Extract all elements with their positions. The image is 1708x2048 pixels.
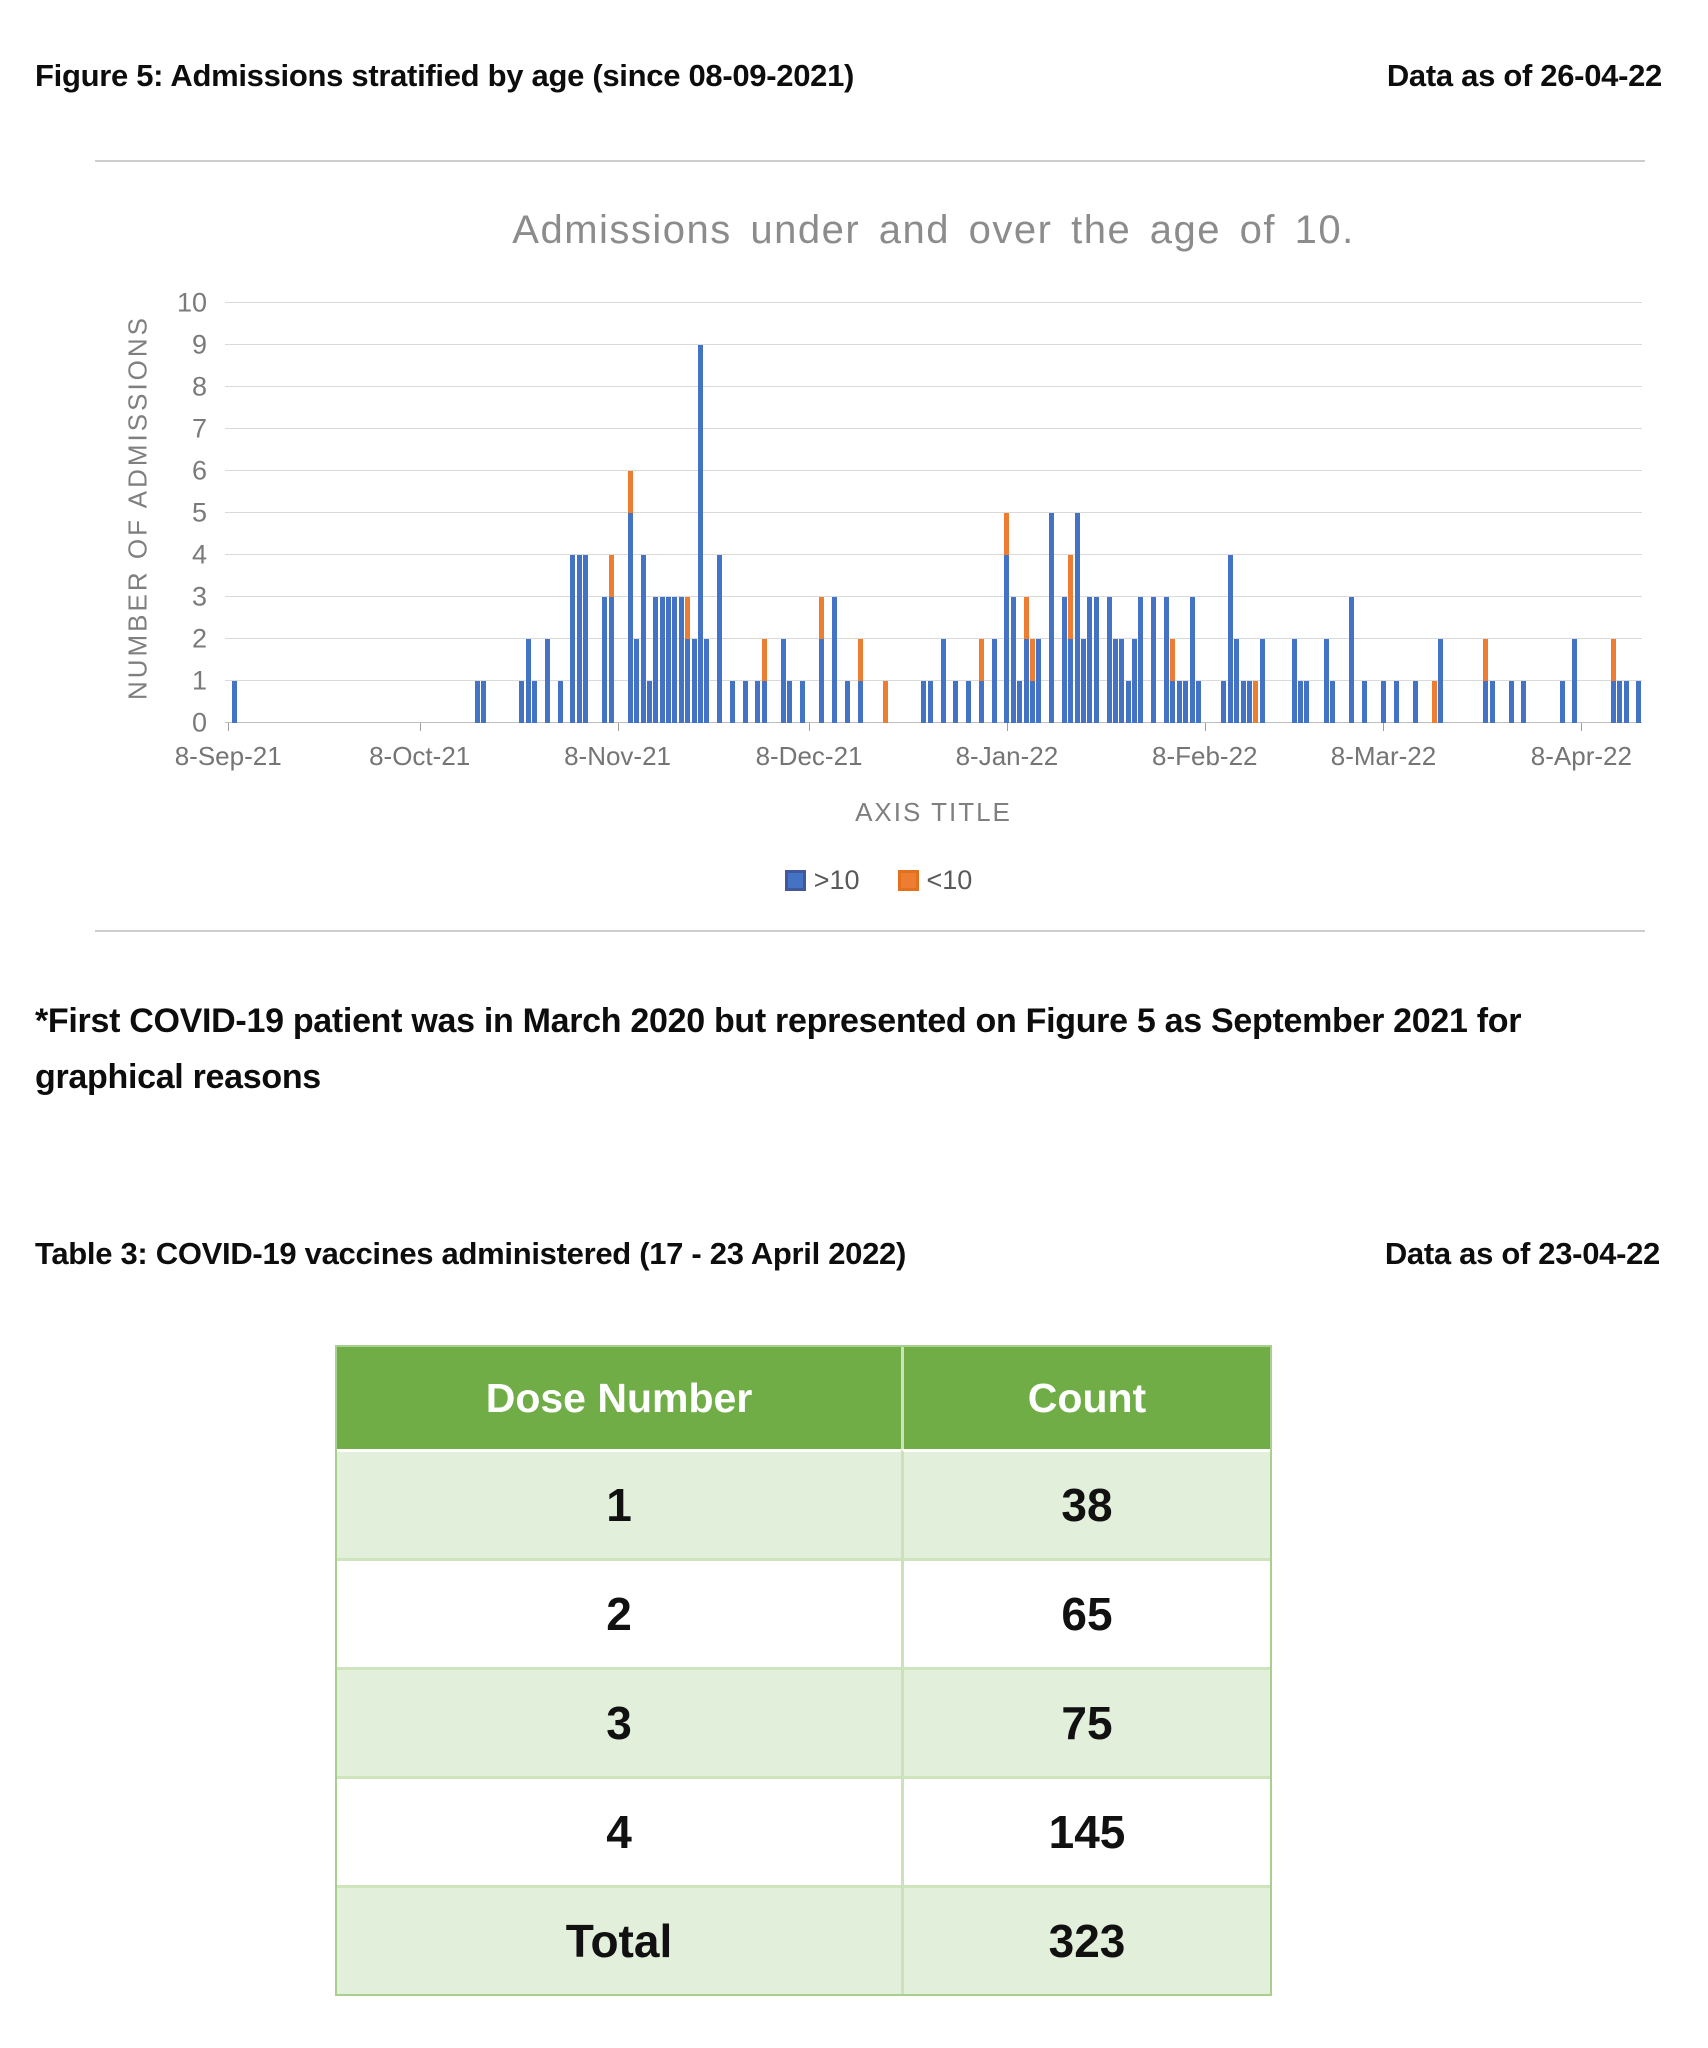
x-tick xyxy=(1581,723,1582,731)
bar-over10-day90 xyxy=(800,681,805,723)
bar-over10-day178 xyxy=(1362,681,1367,723)
bar-over10-day217 xyxy=(1611,681,1616,723)
x-tick-label: 8-Feb-22 xyxy=(1152,741,1258,771)
bar-over10-day72 xyxy=(685,639,690,723)
x-tick-label: 8-Mar-22 xyxy=(1330,741,1437,771)
bar-over10-day109 xyxy=(921,681,926,723)
bar-under10-day99 xyxy=(858,639,863,681)
bar-over10-day110 xyxy=(928,681,933,723)
y-tick-label-6: 6 xyxy=(191,455,207,486)
bar-over10-day64 xyxy=(634,639,639,723)
table-cell: 4 xyxy=(337,1776,901,1885)
bar-under10-day197 xyxy=(1483,639,1488,681)
gridline-y3 xyxy=(225,596,1642,597)
table-header-dose-number: Dose Number xyxy=(337,1347,901,1449)
table-cell: 65 xyxy=(901,1558,1270,1667)
bar-over10-day140 xyxy=(1119,639,1124,723)
table-header-row xyxy=(337,1347,1270,1449)
bar-over10-day136 xyxy=(1094,597,1099,723)
bar-under10-day103 xyxy=(883,681,888,723)
y-tick-label-10: 10 xyxy=(176,287,207,318)
bar-under10-day84 xyxy=(762,639,767,681)
y-tick-label-1: 1 xyxy=(191,665,207,696)
bar-over10-day126 xyxy=(1030,681,1035,723)
bar-under10-day72 xyxy=(685,597,690,639)
bar-over10-day150 xyxy=(1183,681,1188,723)
table-row-total xyxy=(337,1885,1270,1994)
legend-label: >10 xyxy=(813,865,860,895)
gridline-y6 xyxy=(225,470,1642,471)
gridline-y5 xyxy=(225,512,1642,513)
x-tick xyxy=(228,723,229,731)
bar-over10-day145 xyxy=(1151,597,1156,723)
bar-over10-day158 xyxy=(1234,639,1239,723)
table-cell: 2 xyxy=(337,1558,901,1667)
bar-over10-day118 xyxy=(979,681,984,723)
bar-under10-day132 xyxy=(1068,555,1073,639)
vaccine-dose-table-body xyxy=(337,1347,1270,1994)
bar-over10-day151 xyxy=(1190,597,1195,723)
table-header-count: Count xyxy=(901,1347,1270,1449)
bar-over10-day69 xyxy=(666,597,671,723)
bar-over10-day162 xyxy=(1260,639,1265,723)
bar-over10-day67 xyxy=(653,597,658,723)
y-tick-label-8: 8 xyxy=(191,371,207,402)
bar-over10-day172 xyxy=(1324,639,1329,723)
y-tick-label-3: 3 xyxy=(191,581,207,612)
bar-over10-day68 xyxy=(660,597,665,723)
bar-over10-day39 xyxy=(475,681,480,723)
bar-over10-day75 xyxy=(704,639,709,723)
bar-over10-day131 xyxy=(1062,597,1067,723)
gridline-y4 xyxy=(225,554,1642,555)
bar-under10-day125 xyxy=(1024,597,1029,639)
y-tick-label-0: 0 xyxy=(191,707,207,738)
x-tick-label: 8-Sep-21 xyxy=(174,741,282,771)
y-tick-label-2: 2 xyxy=(191,623,207,654)
y-tick-label-4: 4 xyxy=(191,539,207,570)
bar-over10-day97 xyxy=(845,681,850,723)
bar-over10-day63 xyxy=(628,513,633,723)
bar-over10-day141 xyxy=(1126,681,1131,723)
table-caption: Table 3: COVID-19 vaccines administered (17 - 23 April 2022) xyxy=(35,1236,907,1271)
x-tick xyxy=(618,723,619,731)
bar-under10-day93 xyxy=(819,597,824,639)
plot-area xyxy=(174,287,1642,771)
table-cell: 38 xyxy=(901,1449,1270,1558)
bar-over10-day186 xyxy=(1413,681,1418,723)
bar-over10-day87 xyxy=(781,639,786,723)
bar-over10-day55 xyxy=(577,555,582,723)
bar-over10-day149 xyxy=(1177,681,1182,723)
legend-item-over10 xyxy=(785,865,860,896)
table-cell: 145 xyxy=(901,1776,1270,1885)
table-cell: Total xyxy=(337,1885,901,1994)
bar-over10-day112 xyxy=(941,639,946,723)
bar-under10-day161 xyxy=(1253,681,1258,723)
y-axis-title: NUMBER OF ADMISSIONS xyxy=(122,314,153,701)
bar-over10-day47 xyxy=(526,639,531,723)
bar-over10-day81 xyxy=(743,681,748,723)
bar-over10-day93 xyxy=(819,639,824,723)
x-tick xyxy=(1205,723,1206,731)
x-tick xyxy=(809,723,810,731)
bar-over10-day70 xyxy=(672,597,677,723)
bar-over10-day129 xyxy=(1049,513,1054,723)
table-cell: 1 xyxy=(337,1449,901,1558)
x-tick-label: 8-Jan-22 xyxy=(955,741,1059,771)
table-row-3 xyxy=(337,1667,1270,1776)
bar-over10-day169 xyxy=(1304,681,1309,723)
bar-over10-day201 xyxy=(1509,681,1514,723)
bar-over10-day157 xyxy=(1228,555,1233,723)
bar-over10-day46 xyxy=(519,681,524,723)
bar-over10-day124 xyxy=(1017,681,1022,723)
bar-under10-day60 xyxy=(609,555,614,597)
table-cell: 75 xyxy=(901,1667,1270,1776)
bar-over10-day71 xyxy=(679,597,684,723)
legend-swatch-icon xyxy=(898,870,919,891)
bar-over10-day203 xyxy=(1521,681,1526,723)
bar-over10-day65 xyxy=(641,555,646,723)
vaccine-dose-table xyxy=(335,1345,1272,1996)
bar-over10-day127 xyxy=(1036,639,1041,723)
x-tick xyxy=(420,723,421,731)
bar-over10-day114 xyxy=(953,681,958,723)
bar-over10-day167 xyxy=(1292,639,1297,723)
y-tick-label-7: 7 xyxy=(191,413,207,444)
gridline-y1 xyxy=(225,680,1642,681)
bar-over10-day219 xyxy=(1624,681,1629,723)
bar-over10-day133 xyxy=(1075,513,1080,723)
bar-over10-day73 xyxy=(692,639,697,723)
footnote-line-1: *First COVID-19 patient was in March 2020 but represented on Figure 5 as September 2021 for xyxy=(35,1002,1522,1040)
chart-bottom-border xyxy=(95,930,1645,932)
gridline-y9 xyxy=(225,344,1642,345)
bar-over10-day176 xyxy=(1349,597,1354,723)
x-tick xyxy=(1007,723,1008,731)
x-tick-label: 8-Dec-21 xyxy=(755,741,863,771)
bar-over10-day152 xyxy=(1196,681,1201,723)
bar-over10-day209 xyxy=(1560,681,1565,723)
bar-over10-day59 xyxy=(602,597,607,723)
x-tick xyxy=(1383,723,1384,731)
bar-over10-day77 xyxy=(717,555,722,723)
figure-caption: Figure 5: Admissions stratified by age (since 08-09-2021) xyxy=(35,58,855,93)
bar-over10-day198 xyxy=(1490,681,1495,723)
footnote-line-2: graphical reasons xyxy=(35,1058,321,1096)
bar-over10-day143 xyxy=(1138,597,1143,723)
bar-over10-day147 xyxy=(1164,597,1169,723)
x-tick-label: 8-Apr-22 xyxy=(1530,741,1632,771)
gridline-y7 xyxy=(225,428,1642,429)
table-row-2 xyxy=(337,1558,1270,1667)
bar-over10-day125 xyxy=(1024,639,1029,723)
admissions-chart xyxy=(0,160,1708,932)
bar-over10-day99 xyxy=(858,681,863,723)
figure-data-as-of: Data as of 26-04-22 xyxy=(1386,58,1662,93)
bar-over10-day132 xyxy=(1068,639,1073,723)
bar-over10-day54 xyxy=(570,555,575,723)
bar-over10-day197 xyxy=(1483,681,1488,723)
bar-over10-day211 xyxy=(1572,639,1577,723)
bar-under10-day148 xyxy=(1170,639,1175,681)
bar-under10-day126 xyxy=(1030,639,1035,681)
bar-over10-day123 xyxy=(1011,597,1016,723)
chart-title: Admissions under and over the age of 10. xyxy=(512,208,1355,252)
x-tick-label: 8-Oct-21 xyxy=(369,741,471,771)
table-cell: 3 xyxy=(337,1667,901,1776)
x-axis-title: AXIS TITLE xyxy=(855,797,1012,827)
bar-over10-day95 xyxy=(832,597,837,723)
gridline-y2 xyxy=(225,638,1642,639)
y-tick-label-5: 5 xyxy=(191,497,207,528)
legend-swatch-icon xyxy=(785,870,806,891)
table-data-as-of: Data as of 23-04-22 xyxy=(1384,1236,1660,1271)
bar-over10-day48 xyxy=(532,681,537,723)
table-row-1 xyxy=(337,1449,1270,1558)
bar-over10-day116 xyxy=(966,681,971,723)
bar-over10-day218 xyxy=(1617,681,1622,723)
bar-under10-day122 xyxy=(1004,513,1009,555)
bar-over10-day190 xyxy=(1438,639,1443,723)
bar-over10-day142 xyxy=(1132,639,1137,723)
legend-label: <10 xyxy=(926,865,973,895)
bar-over10-day88 xyxy=(787,681,792,723)
bar-over10-day74 xyxy=(698,345,703,723)
bar-over10-day135 xyxy=(1087,597,1092,723)
gridline-y0 xyxy=(225,722,1642,723)
legend-item-under10 xyxy=(898,865,973,896)
bar-over10-day40 xyxy=(481,681,486,723)
bar-under10-day217 xyxy=(1611,639,1616,681)
bar-over10-day181 xyxy=(1381,681,1386,723)
bar-over10-day156 xyxy=(1221,681,1226,723)
bar-over10-day84 xyxy=(762,681,767,723)
bar-over10-day148 xyxy=(1170,681,1175,723)
x-tick-label: 8-Nov-21 xyxy=(564,741,672,771)
bar-over10-day1 xyxy=(232,681,237,723)
bar-over10-day66 xyxy=(647,681,652,723)
bar-over10-day221 xyxy=(1636,681,1641,723)
bar-over10-day56 xyxy=(583,555,588,723)
bar-over10-day138 xyxy=(1107,597,1112,723)
bar-over10-day134 xyxy=(1081,639,1086,723)
bar-over10-day122 xyxy=(1004,555,1009,723)
bar-under10-day63 xyxy=(628,471,633,513)
bar-over10-day168 xyxy=(1298,681,1303,723)
bar-over10-day159 xyxy=(1241,681,1246,723)
bar-over10-day139 xyxy=(1113,639,1118,723)
bar-under10-day189 xyxy=(1432,681,1437,723)
table-cell: 323 xyxy=(901,1885,1270,1994)
gridline-y8 xyxy=(225,386,1642,387)
bar-over10-day60 xyxy=(609,597,614,723)
y-tick-label-9: 9 xyxy=(191,329,207,360)
bar-over10-day79 xyxy=(730,681,735,723)
bar-over10-day183 xyxy=(1394,681,1399,723)
bar-over10-day52 xyxy=(558,681,563,723)
gridline-y10 xyxy=(225,302,1642,303)
bar-over10-day160 xyxy=(1247,681,1252,723)
chart-legend xyxy=(170,865,1587,896)
bar-over10-day83 xyxy=(755,681,760,723)
bar-over10-day173 xyxy=(1330,681,1335,723)
bar-over10-day50 xyxy=(545,639,550,723)
bar-over10-day120 xyxy=(992,639,997,723)
bar-under10-day118 xyxy=(979,639,984,681)
table-row-4 xyxy=(337,1776,1270,1885)
